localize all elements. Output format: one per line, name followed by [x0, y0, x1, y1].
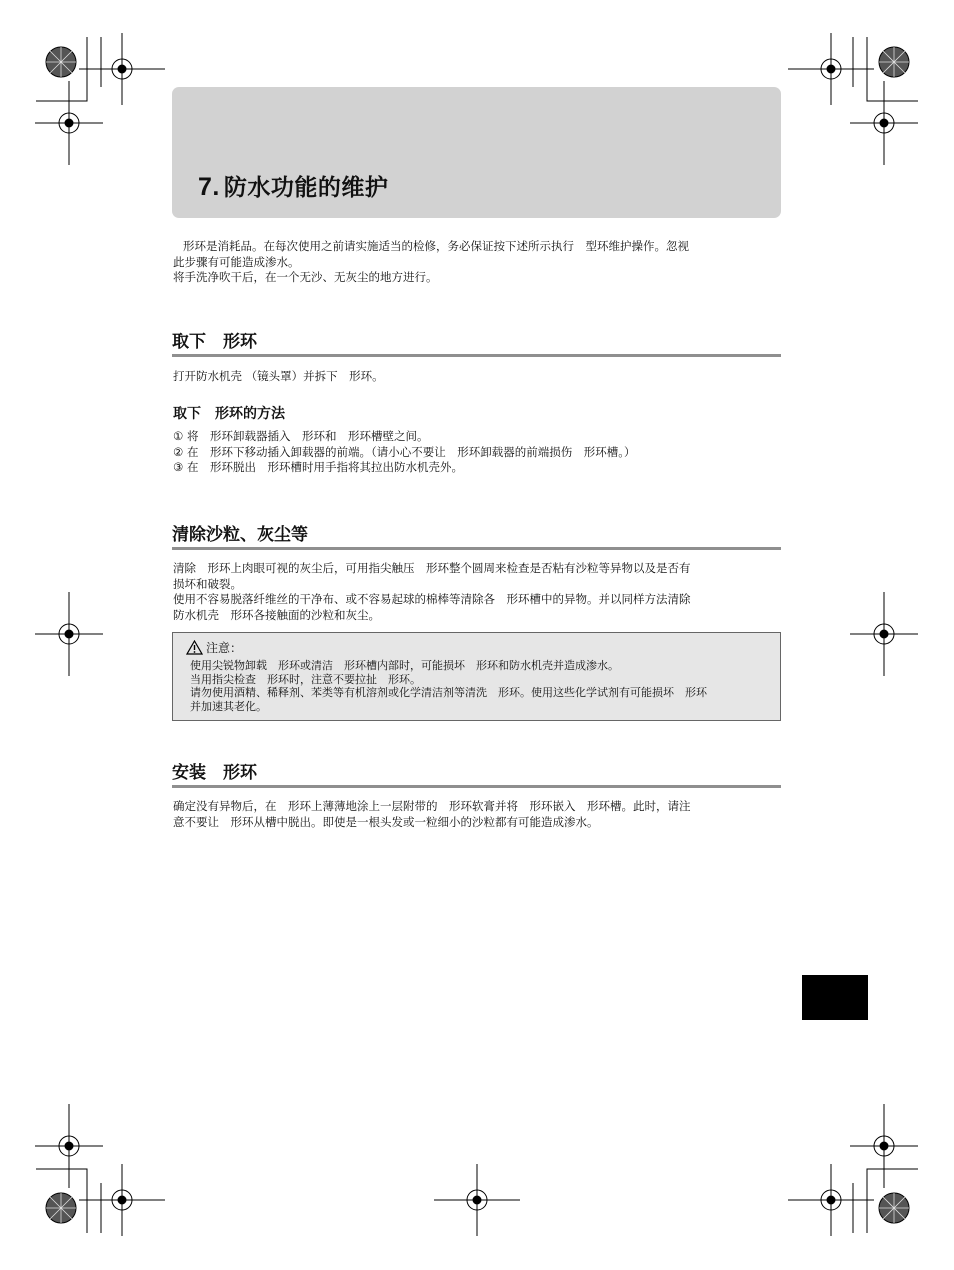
caution-line: 并加速其老化。	[190, 699, 267, 713]
caution-line: 当用指尖检查 形环时，注意不要拉扯 形环。	[190, 672, 421, 686]
section-heading-remove: 取下 形环	[172, 331, 781, 357]
chapter-title-text: 防水功能的维护	[223, 175, 389, 201]
clean-line: 损坏和破裂。	[173, 576, 242, 591]
clean-line: 清除 形环上肉眼可视的灰尘后，可用指尖触压 形环整个圆周来检查是否粘有沙粒等异物以及是否有	[173, 561, 691, 575]
remove-line: 打开防水机壳 （镜头罩）并拆下 形环。	[173, 369, 384, 383]
caution-header	[186, 640, 242, 656]
step-item: ③ 在 形环脱出 形环槽时用手指将其拉出防水机壳外。	[173, 460, 463, 474]
remove-text	[173, 369, 783, 385]
warning-triangle-icon	[186, 640, 203, 655]
intro-line: 形环是消耗品。在每次使用之前请实施适当的检修，务必保证按下述所示执行 型环维护操作。忽视	[183, 239, 689, 253]
clean-line: 使用不容易脱落纤维丝的干净布、或不容易起球的棉棒等清除各 形环槽中的异物。并以同样方法清除	[173, 592, 691, 606]
intro-paragraph	[173, 239, 783, 286]
caution-box	[172, 632, 781, 721]
install-line: 意不要让 形环从槽中脱出。即使是一根头发或一粒细小的沙粒都有可能造成渗水。	[173, 814, 599, 829]
caution-body	[190, 659, 776, 713]
chapter-title	[198, 169, 388, 202]
step-item: ① 将 形环卸载器插入 形环和 形环槽壁之间。	[173, 429, 429, 443]
intro-line: 将手洗净吹干后，在一个无沙、无灰尘的地方进行。	[173, 270, 438, 284]
caution-line: 请勿使用酒精、稀释剂、苯类等有机溶剂或化学清洁剂等清洗 形环。使用这些化学试剂有可能损坏 形环	[190, 686, 707, 699]
chapter-number: 7.	[198, 173, 220, 201]
step-item: ② 在 形环下移动插入卸载器的前端。（请小心不要让 形环卸载器的前端损伤 形环槽。）	[173, 444, 636, 459]
remove-steps	[173, 429, 783, 476]
section-heading-install: 安装 形环	[172, 762, 781, 788]
intro-line: 此步骤有可能造成渗水。	[173, 254, 300, 269]
subheading-remove-method: 取下 形环的方法	[173, 406, 285, 422]
install-line: 确定没有异物后，在 形环上薄薄地涂上一层附带的 形环软膏并将 形环嵌入 形环槽。此时，请注	[173, 799, 691, 813]
caution-title: 注意：	[206, 641, 243, 655]
chapter-tab	[802, 975, 868, 1020]
clean-line: 防水机壳 形环各接触面的沙粒和灰尘。	[173, 607, 380, 622]
section-heading-clean: 清除沙粒、灰尘等	[172, 524, 781, 550]
chapter-title-box	[172, 87, 781, 218]
install-text	[173, 799, 783, 830]
caution-line: 使用尖锐物卸载 形环或清洁 形环槽内部时，可能损坏 形环和防水机壳并造成渗水。	[190, 659, 619, 672]
clean-text	[173, 561, 783, 623]
